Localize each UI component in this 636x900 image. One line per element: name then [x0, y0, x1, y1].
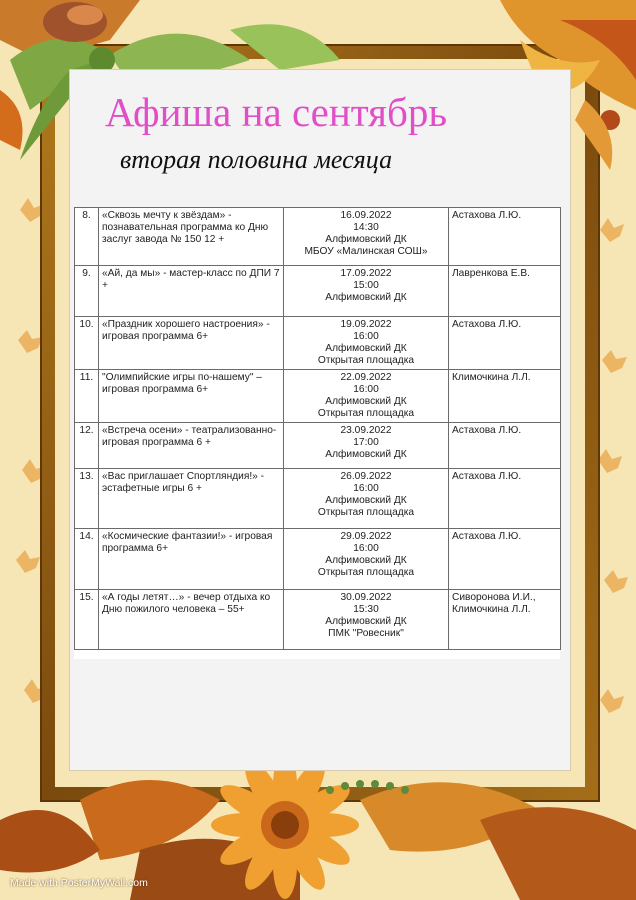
event-name: «Сквозь мечту к звёздам» - познавательная программа ко Дню заслуг завода № 150 12 + — [99, 208, 284, 266]
page-subtitle: вторая половина месяца — [120, 145, 393, 174]
event-place2: Открытая площадка — [317, 355, 415, 366]
event-place: Алфимовский ДК — [325, 555, 407, 566]
event-time: 16:00 — [353, 483, 379, 494]
event-number: 12. — [75, 423, 99, 469]
event-place: Алфимовский ДК — [325, 449, 407, 460]
event-organizer: Лавренкова Е.В. — [449, 266, 561, 317]
event-name: «Праздник хорошего настроения» - игровая программа 6+ — [99, 317, 284, 370]
table-row — [75, 590, 561, 650]
event-place: Алфимовский ДК — [325, 292, 407, 303]
events-table-image — [74, 207, 560, 659]
event-date-place — [284, 529, 449, 590]
table-row — [75, 529, 561, 590]
table-row — [75, 370, 561, 423]
event-place: Алфимовский ДК — [325, 234, 407, 245]
event-organizer: Климочкина Л.Л. — [449, 370, 561, 423]
event-place2: Открытая площадка — [317, 567, 415, 578]
event-time: 14:30 — [353, 222, 379, 233]
event-number: 10. — [75, 317, 99, 370]
event-organizer: Астахова Л.Ю. — [449, 317, 561, 370]
event-date: 19.09.2022 — [340, 319, 392, 330]
event-date: 22.09.2022 — [340, 372, 392, 383]
watermark: Made with PosterMyWall.com — [10, 877, 148, 889]
event-time: 16:00 — [353, 384, 379, 395]
event-time: 16:00 — [353, 331, 379, 342]
event-date: 26.09.2022 — [340, 471, 392, 482]
event-time: 17:00 — [353, 437, 379, 448]
table-row — [75, 423, 561, 469]
event-place2: ПМК "Ровесник" — [328, 628, 404, 639]
event-date: 23.09.2022 — [340, 425, 392, 436]
table-row — [75, 266, 561, 317]
event-place2: МБОУ «Малинская СОШ» — [304, 246, 428, 257]
event-name: "Олимпийские игры по-нашему" – игровая программа 6+ — [99, 370, 284, 423]
event-number: 13. — [75, 469, 99, 529]
event-number: 8. — [75, 208, 99, 266]
event-date-place — [284, 208, 449, 266]
event-time: 16:00 — [353, 543, 379, 554]
table-row — [75, 208, 561, 266]
page-title: Афиша на сентябрь — [105, 89, 448, 135]
event-date-place — [284, 590, 449, 650]
event-number: 15. — [75, 590, 99, 650]
event-date-place — [284, 370, 449, 423]
event-name: «Ай, да мы» - мастер-класс по ДПИ 7 + — [99, 266, 284, 317]
event-name: «Космические фантазии!» - игровая программа 6+ — [99, 529, 284, 590]
event-number: 9. — [75, 266, 99, 317]
event-date-place — [284, 423, 449, 469]
event-number: 11. — [75, 370, 99, 423]
event-organizer: Сиворонова И.И., Климочкина Л.Л. — [449, 590, 561, 650]
event-date-place — [284, 266, 449, 317]
event-time: 15:00 — [353, 280, 379, 291]
event-place: Алфимовский ДК — [325, 616, 407, 627]
event-place: Алфимовский ДК — [325, 343, 407, 354]
event-organizer: Астахова Л.Ю. — [449, 208, 561, 266]
event-place: Алфимовский ДК — [325, 495, 407, 506]
event-organizer: Астахова Л.Ю. — [449, 423, 561, 469]
table-row — [75, 469, 561, 529]
event-place2: Открытая площадка — [317, 408, 415, 419]
table-row — [75, 317, 561, 370]
event-place2: Открытая площадка — [317, 507, 415, 518]
event-date: 17.09.2022 — [340, 268, 392, 279]
events-table — [74, 207, 561, 650]
event-organizer: Астахова Л.Ю. — [449, 469, 561, 529]
event-time: 15:30 — [353, 604, 379, 615]
event-place: Алфимовский ДК — [325, 396, 407, 407]
event-date: 30.09.2022 — [340, 592, 392, 603]
event-name: «Встреча осени» - театрализованно-игровая программа 6 + — [99, 423, 284, 469]
event-date: 16.09.2022 — [340, 210, 392, 221]
event-number: 14. — [75, 529, 99, 590]
event-date-place — [284, 469, 449, 529]
event-date: 29.09.2022 — [340, 531, 392, 542]
event-date-place — [284, 317, 449, 370]
event-name: «А годы летят…» - вечер отдыха ко Дню пожилого человека – 55+ — [99, 590, 284, 650]
event-name: «Вас приглашает Спортляндия!» - эстафетные игры 6 + — [99, 469, 284, 529]
event-organizer: Астахова Л.Ю. — [449, 529, 561, 590]
